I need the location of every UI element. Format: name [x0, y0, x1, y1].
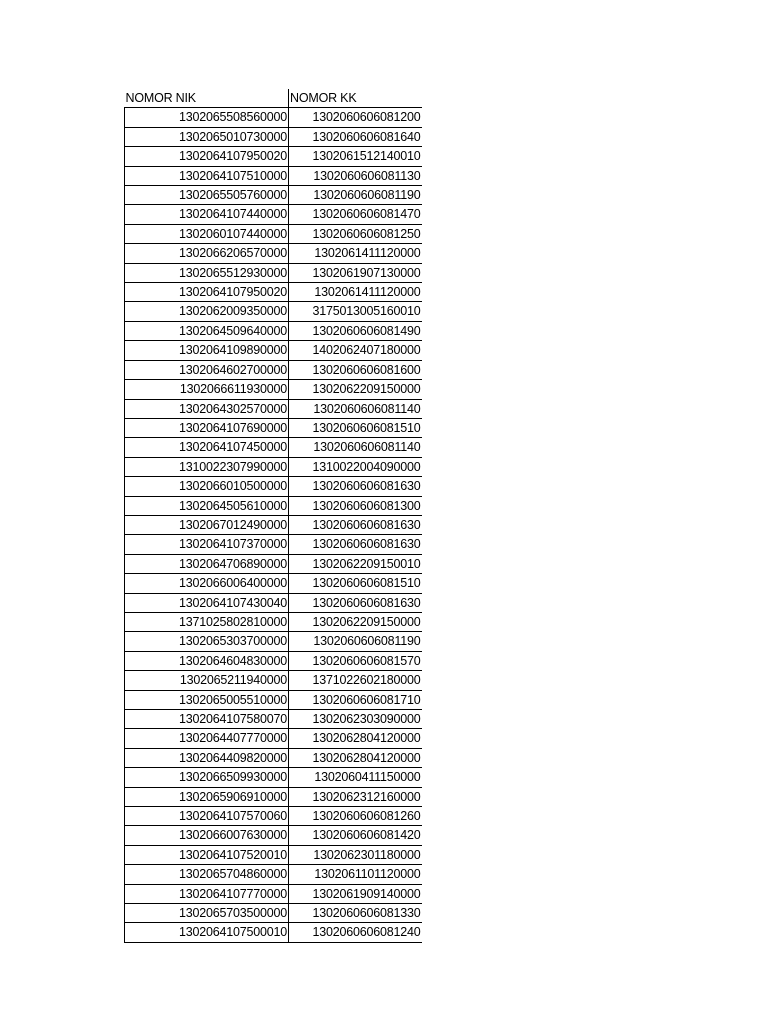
table-body	[125, 108, 422, 942]
cell-nomor-nik: 1302064706890000	[125, 554, 289, 573]
table-row	[125, 515, 422, 534]
cell-nomor-kk: 1302060606081470	[289, 205, 422, 224]
cell-nomor-nik: 1302064505610000	[125, 496, 289, 515]
table-row	[125, 477, 422, 496]
header-nomor-nik: NOMOR NIK	[125, 89, 289, 108]
cell-nomor-nik: 1302066206570000	[125, 244, 289, 263]
cell-nomor-nik: 1302067012490000	[125, 515, 289, 534]
table-row	[125, 457, 422, 476]
table-row	[125, 147, 422, 166]
table-row	[125, 166, 422, 185]
table-row	[125, 108, 422, 127]
cell-nomor-nik: 1302060107440000	[125, 224, 289, 243]
header-row	[125, 89, 422, 108]
cell-nomor-kk: 1302062209150000	[289, 380, 422, 399]
table-row	[125, 729, 422, 748]
table-row	[125, 244, 422, 263]
cell-nomor-kk: 1302062209150010	[289, 554, 422, 573]
cell-nomor-kk: 1302061907130000	[289, 263, 422, 282]
table-row	[125, 710, 422, 729]
cell-nomor-kk: 1302060606081510	[289, 418, 422, 437]
table-row	[125, 205, 422, 224]
cell-nomor-kk: 1302060606081630	[289, 593, 422, 612]
cell-nomor-kk: 1302061411120000	[289, 244, 422, 263]
cell-nomor-kk: 1402062407180000	[289, 341, 422, 360]
cell-nomor-kk: 1302060606081420	[289, 826, 422, 845]
cell-nomor-nik: 1302064107440000	[125, 205, 289, 224]
cell-nomor-kk: 1302062804120000	[289, 729, 422, 748]
cell-nomor-nik: 1302065005510000	[125, 690, 289, 709]
cell-nomor-nik: 1302065303700000	[125, 632, 289, 651]
cell-nomor-kk: 1302061411120000	[289, 283, 422, 302]
cell-nomor-kk: 1302060606081190	[289, 632, 422, 651]
cell-nomor-kk: 1302060606081140	[289, 438, 422, 457]
table-row	[125, 787, 422, 806]
cell-nomor-nik: 1302064107570060	[125, 807, 289, 826]
cell-nomor-nik: 1302065010730000	[125, 127, 289, 146]
cell-nomor-nik: 1302065211940000	[125, 671, 289, 690]
cell-nomor-nik: 1302065512930000	[125, 263, 289, 282]
cell-nomor-kk: 3175013005160010	[289, 302, 422, 321]
cell-nomor-kk: 1302060606081140	[289, 399, 422, 418]
cell-nomor-nik: 1302064409820000	[125, 748, 289, 767]
cell-nomor-nik: 1302062009350000	[125, 302, 289, 321]
cell-nomor-nik: 1302065703500000	[125, 904, 289, 923]
cell-nomor-nik: 1302064602700000	[125, 360, 289, 379]
cell-nomor-kk: 1302062303090000	[289, 710, 422, 729]
table-row	[125, 904, 422, 923]
cell-nomor-nik: 1302065505760000	[125, 186, 289, 205]
cell-nomor-nik: 1302066010500000	[125, 477, 289, 496]
cell-nomor-nik: 1302064107510000	[125, 166, 289, 185]
cell-nomor-kk: 1302061909140000	[289, 884, 422, 903]
table-row	[125, 651, 422, 670]
cell-nomor-kk: 1302060606081300	[289, 496, 422, 515]
cell-nomor-kk: 1302060606081630	[289, 477, 422, 496]
table-row	[125, 574, 422, 593]
table-row	[125, 399, 422, 418]
cell-nomor-kk: 1302060606081570	[289, 651, 422, 670]
cell-nomor-kk: 1310022004090000	[289, 457, 422, 476]
table-row	[125, 127, 422, 146]
table-row	[125, 807, 422, 826]
cell-nomor-nik: 1302066611930000	[125, 380, 289, 399]
table-row	[125, 360, 422, 379]
cell-nomor-kk: 1302061512140010	[289, 147, 422, 166]
cell-nomor-kk: 1302060606081250	[289, 224, 422, 243]
table-row	[125, 923, 422, 942]
table-row	[125, 341, 422, 360]
table-row	[125, 554, 422, 573]
cell-nomor-kk: 1302060606081600	[289, 360, 422, 379]
cell-nomor-kk: 1302060606081510	[289, 574, 422, 593]
cell-nomor-nik: 1302064107370000	[125, 535, 289, 554]
cell-nomor-kk: 1302060606081640	[289, 127, 422, 146]
table-row	[125, 612, 422, 631]
cell-nomor-kk: 1302060606081330	[289, 904, 422, 923]
table-row	[125, 826, 422, 845]
cell-nomor-nik: 1302064107950020	[125, 147, 289, 166]
cell-nomor-kk: 1302060606081630	[289, 535, 422, 554]
cell-nomor-kk: 1302060606081240	[289, 923, 422, 942]
table-row	[125, 845, 422, 864]
table-row	[125, 418, 422, 437]
table-row	[125, 224, 422, 243]
cell-nomor-nik: 1302064407770000	[125, 729, 289, 748]
table-row	[125, 302, 422, 321]
table-row	[125, 768, 422, 787]
cell-nomor-kk: 1302060606081710	[289, 690, 422, 709]
cell-nomor-kk: 1302060606081630	[289, 515, 422, 534]
cell-nomor-nik: 1302066007630000	[125, 826, 289, 845]
cell-nomor-kk: 1302062301180000	[289, 845, 422, 864]
cell-nomor-nik: 1302066006400000	[125, 574, 289, 593]
cell-nomor-nik: 1302065508560000	[125, 108, 289, 127]
cell-nomor-nik: 1371025802810000	[125, 612, 289, 631]
cell-nomor-kk: 1302060606081260	[289, 807, 422, 826]
cell-nomor-nik: 1302064107450000	[125, 438, 289, 457]
cell-nomor-nik: 1310022307990000	[125, 457, 289, 476]
cell-nomor-kk: 1302060606081490	[289, 321, 422, 340]
data-table	[124, 89, 422, 943]
cell-nomor-nik: 1302064509640000	[125, 321, 289, 340]
table-row	[125, 748, 422, 767]
cell-nomor-nik: 1302064107770000	[125, 884, 289, 903]
table-row	[125, 632, 422, 651]
cell-nomor-kk: 1302062209150000	[289, 612, 422, 631]
cell-nomor-kk: 1302062312160000	[289, 787, 422, 806]
cell-nomor-nik: 1302064107520010	[125, 845, 289, 864]
cell-nomor-nik: 1302064107950020	[125, 283, 289, 302]
table-row	[125, 671, 422, 690]
table-row	[125, 380, 422, 399]
cell-nomor-kk: 1302062804120000	[289, 748, 422, 767]
table-row	[125, 283, 422, 302]
cell-nomor-kk: 1371022602180000	[289, 671, 422, 690]
cell-nomor-nik: 1302064109890000	[125, 341, 289, 360]
cell-nomor-nik: 1302064604830000	[125, 651, 289, 670]
cell-nomor-kk: 1302060606081190	[289, 186, 422, 205]
header-nomor-kk: NOMOR KK	[289, 89, 422, 108]
cell-nomor-kk: 1302060606081200	[289, 108, 422, 127]
cell-nomor-nik: 1302065704860000	[125, 865, 289, 884]
table-row	[125, 438, 422, 457]
table-row	[125, 593, 422, 612]
cell-nomor-kk: 1302060411150000	[289, 768, 422, 787]
cell-nomor-nik: 1302064107580070	[125, 710, 289, 729]
cell-nomor-nik: 1302065906910000	[125, 787, 289, 806]
cell-nomor-nik: 1302064107690000	[125, 418, 289, 437]
table-row	[125, 884, 422, 903]
cell-nomor-nik: 1302064107430040	[125, 593, 289, 612]
cell-nomor-kk: 1302061101120000	[289, 865, 422, 884]
cell-nomor-kk: 1302060606081130	[289, 166, 422, 185]
cell-nomor-nik: 1302066509930000	[125, 768, 289, 787]
table-row	[125, 263, 422, 282]
table-row	[125, 496, 422, 515]
table-row	[125, 321, 422, 340]
table-row	[125, 865, 422, 884]
table-row	[125, 186, 422, 205]
table-row	[125, 690, 422, 709]
cell-nomor-nik: 1302064302570000	[125, 399, 289, 418]
table-row	[125, 535, 422, 554]
cell-nomor-nik: 1302064107500010	[125, 923, 289, 942]
